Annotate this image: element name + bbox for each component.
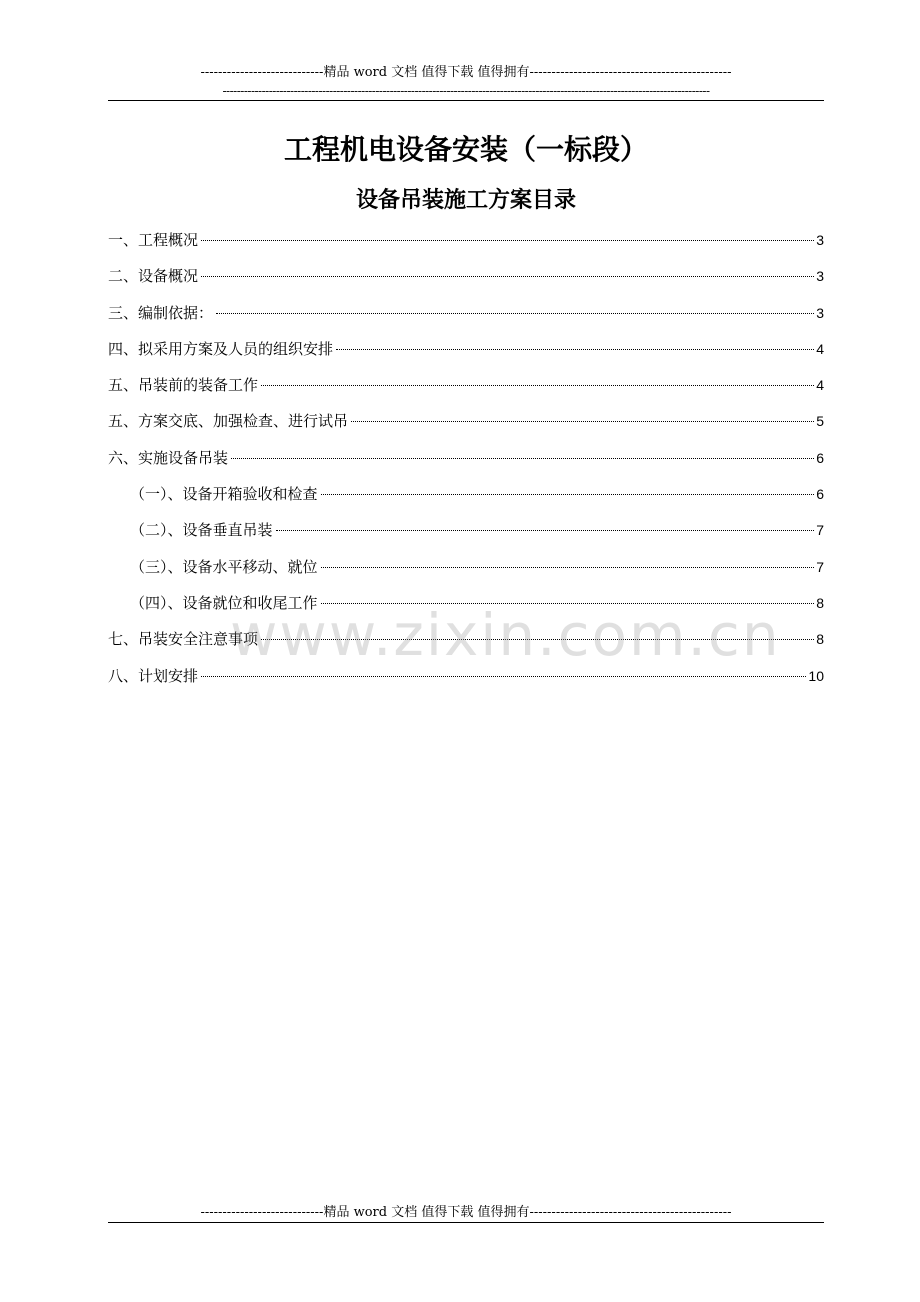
toc-page-number: 7 bbox=[816, 558, 824, 575]
table-of-contents bbox=[108, 222, 824, 694]
toc-entry-label: 四、拟采用方案及人员的组织安排 bbox=[108, 339, 334, 358]
toc-page-number: 7 bbox=[816, 522, 824, 539]
header-divider bbox=[108, 100, 824, 101]
toc-entry-label: （一）、设备开箱验收和检查 bbox=[130, 485, 318, 504]
toc-entry-label: 六、实施设备吊装 bbox=[108, 448, 229, 467]
toc-entry-label: （三）、设备水平移动、就位 bbox=[130, 557, 318, 576]
toc-page-number: 4 bbox=[816, 377, 824, 394]
toc-page-number: 3 bbox=[816, 232, 824, 248]
toc-page-number: 5 bbox=[816, 413, 824, 430]
toc-entry[interactable] bbox=[108, 331, 824, 367]
toc-page-number: 6 bbox=[816, 449, 824, 466]
toc-entry-label: （二）、设备垂直吊装 bbox=[130, 521, 273, 540]
toc-dot-leader bbox=[321, 567, 815, 568]
toc-page-number: 3 bbox=[816, 304, 824, 321]
toc-dot-leader bbox=[276, 530, 815, 531]
toc-entry[interactable] bbox=[108, 658, 824, 694]
toc-entry[interactable] bbox=[108, 222, 824, 258]
toc-entry[interactable] bbox=[108, 440, 824, 476]
toc-dot-leader bbox=[261, 639, 814, 640]
toc-entry-label: 三、编制依据： bbox=[108, 303, 214, 322]
document-subtitle: 设备吊装施工方案目录 bbox=[355, 187, 576, 213]
toc-subentry[interactable] bbox=[108, 585, 824, 621]
toc-dot-leader bbox=[321, 603, 815, 604]
toc-page-number: 10 bbox=[808, 667, 824, 684]
toc-entry-label: （四）、设备就位和收尾工作 bbox=[130, 593, 318, 612]
toc-entry[interactable] bbox=[108, 621, 824, 657]
document-title: 工程机电设备安装（一标段） bbox=[283, 133, 648, 166]
toc-page-number: 6 bbox=[816, 486, 824, 503]
toc-page-number: 4 bbox=[816, 340, 824, 357]
toc-page-number: 3 bbox=[816, 268, 824, 285]
page-footer-text: ----------------------------精品 word 文档 值得下载 值得拥有---------------------------------------------- bbox=[200, 1205, 732, 1220]
toc-entry-label: 五、方案交底、加强检查、进行试吊 bbox=[108, 412, 349, 431]
toc-subentry[interactable] bbox=[108, 476, 824, 512]
toc-entry[interactable] bbox=[108, 403, 824, 439]
watermark: www.zixin.com.cn bbox=[230, 601, 781, 669]
toc-subentry[interactable] bbox=[108, 549, 824, 585]
toc-entry-label: 一、工程概况 bbox=[108, 231, 199, 249]
toc-dot-leader bbox=[336, 349, 814, 350]
toc-dot-leader bbox=[201, 240, 814, 241]
page-header-dashes: ----------------------------------------------------------------------------------------------------------------------------------------- bbox=[222, 84, 710, 98]
page-header-text: ----------------------------精品 word 文档 值得下载 值得拥有---------------------------------------------- bbox=[200, 65, 732, 80]
footer-divider bbox=[108, 1222, 824, 1223]
toc-dot-leader bbox=[201, 676, 806, 677]
toc-page-number: 8 bbox=[816, 631, 824, 648]
toc-entry-label: 七、吊装安全注意事项 bbox=[108, 630, 259, 649]
toc-dot-leader bbox=[261, 385, 814, 386]
toc-dot-leader bbox=[231, 458, 814, 459]
toc-entry[interactable] bbox=[108, 295, 824, 331]
toc-dot-leader bbox=[201, 276, 814, 277]
toc-entry[interactable] bbox=[108, 258, 824, 294]
toc-page-number: 8 bbox=[816, 594, 824, 611]
toc-dot-leader bbox=[351, 421, 814, 422]
toc-dot-leader bbox=[216, 313, 814, 314]
toc-subentry[interactable] bbox=[108, 512, 824, 548]
toc-dot-leader bbox=[321, 494, 815, 495]
toc-entry-label: 五、吊装前的装备工作 bbox=[108, 376, 259, 395]
toc-entry-label: 八、计划安排 bbox=[108, 666, 199, 685]
toc-entry[interactable] bbox=[108, 367, 824, 403]
toc-entry-label: 二、设备概况 bbox=[108, 267, 199, 286]
